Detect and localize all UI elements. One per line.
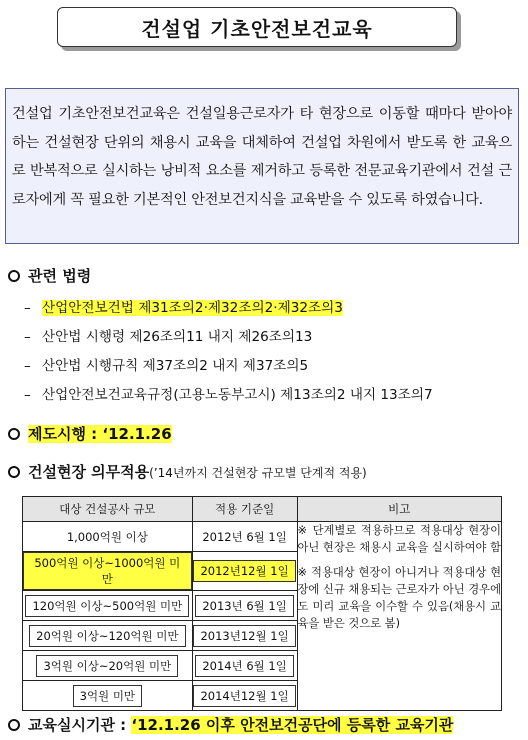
law-item	[24, 325, 312, 345]
cell-date-text: 2012년12월 1일	[193, 560, 295, 582]
law-item-text: 산업안전보건교육규정(고용노동부고시) 제13조의2 내지 13조의7	[42, 387, 433, 403]
dash-bullet-icon: –	[24, 300, 31, 316]
cell-scale-text: 120억원 이상~500억원 미만	[25, 595, 189, 617]
cell-date-text: 2013년 6월 1일	[195, 595, 294, 617]
section-institution-value: ‘12.1.26 이후 안전보건공단에 등록한 교육기관	[131, 716, 454, 734]
remark-note: ※ 적용대상 현장이 아니거나 적용대상 현장에 신규 채용되는 근로자가 아닌 경우에도 미리 교육을 이수할 수 있음(채용시 교육을 받은 것으로 봄)	[297, 566, 501, 630]
cell-date	[192, 681, 297, 711]
section-mandatory	[8, 461, 367, 482]
section-effective	[8, 423, 172, 444]
section-institution	[8, 714, 453, 735]
cell-date	[192, 621, 297, 651]
cell-date-text: 2014년 6월 1일	[195, 655, 294, 677]
cell-date	[192, 591, 297, 621]
circle-bullet-icon	[8, 428, 20, 440]
header-remarks: 비고	[297, 497, 502, 522]
cell-date-text: 2014년12월 1일	[193, 685, 295, 707]
circle-bullet-icon	[8, 719, 20, 731]
cell-scale-text: 3억원 미만	[73, 685, 142, 707]
law-item	[24, 354, 308, 374]
cell-date: 2012년 6월 1일	[192, 522, 297, 552]
application-schedule-table	[22, 496, 502, 711]
cell-scale-text: 20억원 이상~120억원 미만	[29, 625, 185, 647]
law-item-text: 산업안전보건법 제31조의2·제32조의2·제32조의3	[42, 300, 343, 316]
table-header-row	[23, 497, 502, 522]
law-item-text: 산안법 시행령 제26조의11 내지 제26조의13	[42, 329, 313, 345]
law-item	[24, 383, 433, 403]
dash-bullet-icon: –	[24, 329, 31, 345]
circle-bullet-icon	[8, 466, 20, 478]
law-item-text: 산안법 시행규칙 제37조의2 내지 제37조의5	[42, 358, 309, 374]
cell-scale	[23, 591, 193, 621]
cell-scale: 1,000억원 이상	[23, 522, 193, 552]
cell-date	[192, 552, 297, 591]
dash-bullet-icon: –	[24, 387, 31, 403]
header-scale: 대상 건설공사 규모	[23, 497, 193, 522]
law-item	[24, 296, 343, 316]
remarks-cell	[297, 522, 502, 711]
cell-date-text: 2013년12월 1일	[193, 625, 295, 647]
remark-note: ※ 단계별로 적용하므로 적용대상 현장이 아닌 현장은 채용시 교육을 실시하여야 함	[297, 524, 501, 554]
table-row	[23, 522, 502, 552]
intro-paragraph: 건설업 기초안전보건교육은 건설일용근로자가 타 현장으로 이동할 때마다 받아야 하는 건설현장 단위의 채용시 교육을 대체하여 건설업 차원에서 받도록 한 교육으로 반복적으로 실시하는 낭비적 요소를 제거하고 등록한 전문교육기관에서 건설 근로자에게 꼭 필요한 기본적인 안전보건지식을 교육받을 수 있도록 하였습니다.	[5, 88, 519, 244]
cell-scale-text: 500억원 이상~1000억원 미만	[23, 552, 192, 590]
cell-scale	[23, 621, 193, 651]
cell-scale	[23, 651, 193, 681]
circle-bullet-icon	[8, 270, 20, 282]
section-mandatory-sub: (’14년까지 건설현장 규모별 단계적 적용)	[149, 466, 367, 480]
section-effective-label: 제도시행 : ‘12.1.26	[28, 425, 172, 443]
cell-scale	[23, 681, 193, 711]
cell-date	[192, 651, 297, 681]
dash-bullet-icon: –	[24, 358, 31, 374]
cell-scale	[23, 552, 193, 591]
section-mandatory-label: 건설현장 의무적용	[28, 463, 150, 481]
header-date: 적용 기준일	[192, 497, 297, 522]
section-institution-label: 교육실시기관 :	[28, 716, 127, 734]
cell-scale-text: 3억원 이상~20억원 미만	[36, 655, 178, 677]
section-laws	[8, 265, 91, 286]
section-laws-label: 관련 법령	[28, 267, 92, 285]
page-title: 건설업 기초안전보건교육	[57, 7, 457, 47]
title-banner	[57, 7, 459, 49]
